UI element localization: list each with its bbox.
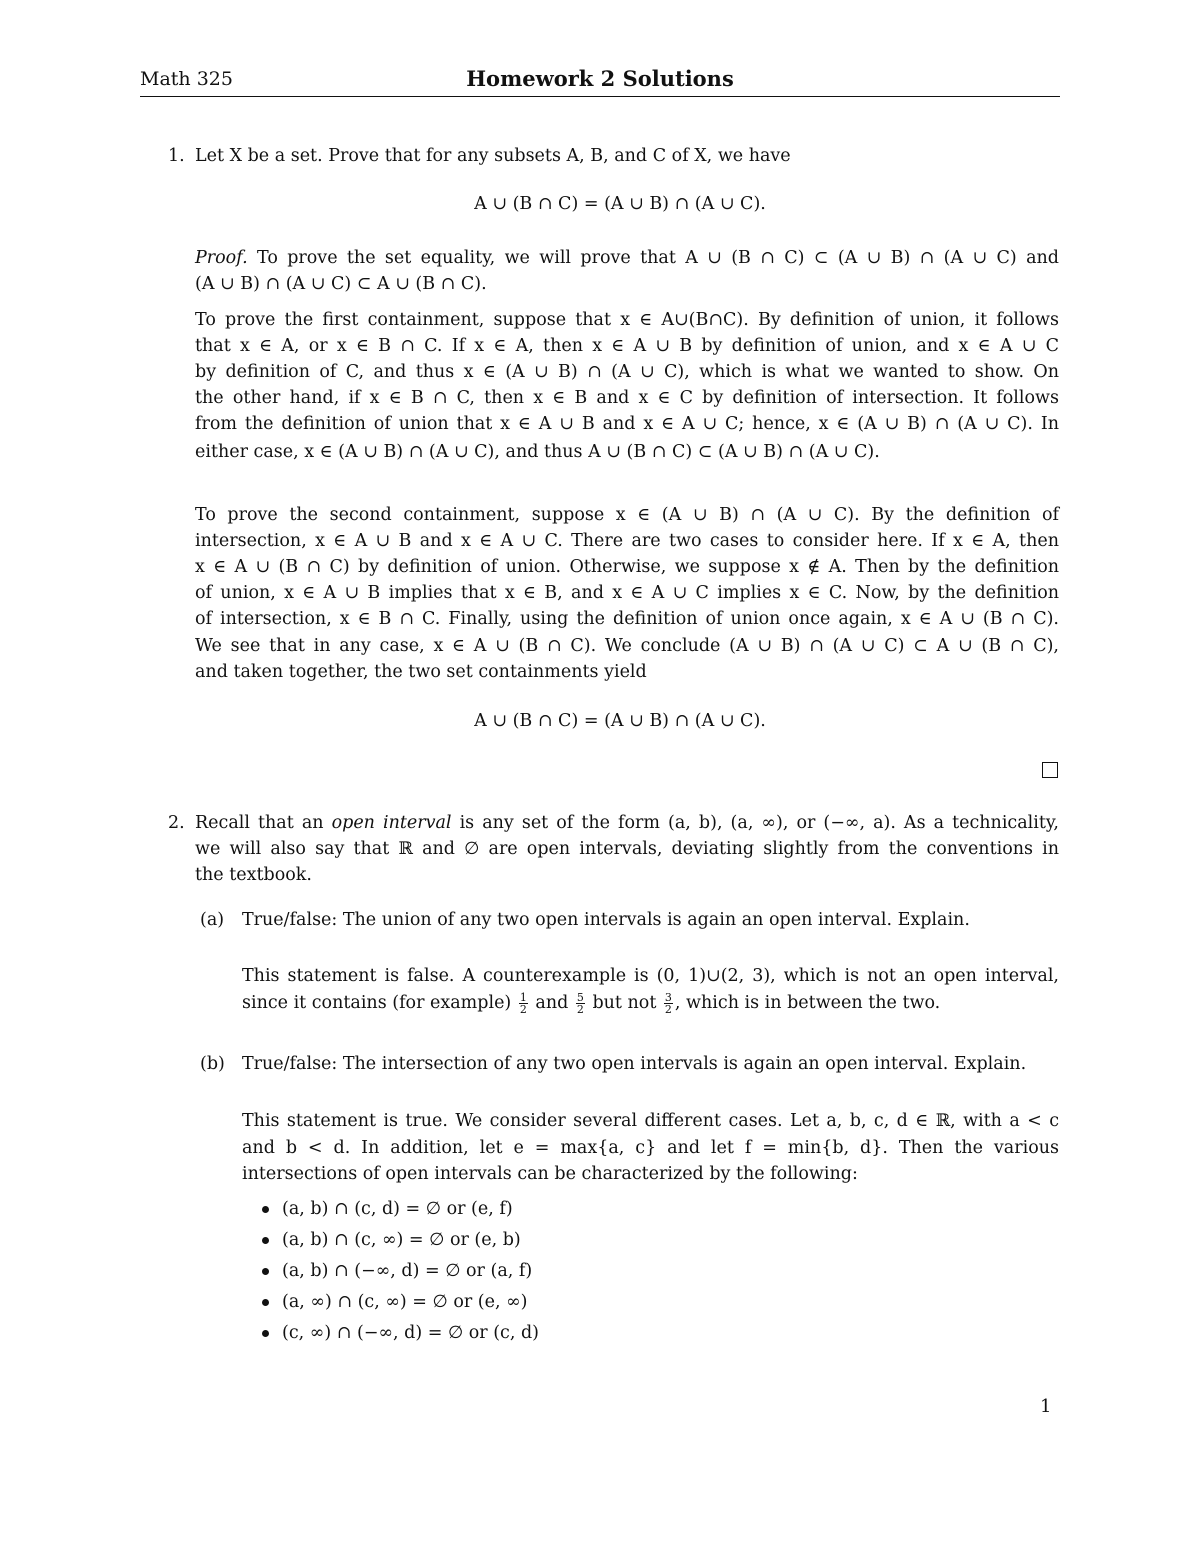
part-a-answer-line-2: since it contains (for example) $\frac{1}{2}$ and $\frac{5}{2}$ but not $\frac{3}{2}$ , which is in between the two. <box>242 991 941 1016</box>
problem-2-intro-line-2: we will also say that ℝ and ∅ are open intervals, deviating slightly from the conventions in <box>195 839 1059 859</box>
second-containment-line: intersection, x ∈ A ∪ B and x ∈ A ∪ C. There are two cases to consider here. If x ∈ A, then <box>195 531 1059 551</box>
part-a-answer-line-1: This statement is false. A counterexample is (0, 1)∪(2, 3), which is not an open interval, <box>242 966 1059 986</box>
fraction-one-half: $\frac{1}{2}$ <box>519 991 527 1016</box>
bullet <box>262 1206 269 1213</box>
second-containment-line: of intersection, x ∈ B ∩ C. Finally, using the definition of union once again, x ∈ A ∪ (B ∩ C). <box>195 609 1059 629</box>
bullet <box>262 1330 269 1337</box>
document-title: Homework 2 Solutions <box>466 66 734 91</box>
part-a-question: True/false: The union of any two open intervals is again an open interval. Explain. <box>242 910 970 930</box>
second-containment-line: and taken together, the two set containments yield <box>195 662 647 682</box>
problem-1-number: 1. <box>168 146 185 166</box>
case-item: (a, ∞) ∩ (c, ∞) = ∅ or (e, ∞) <box>282 1292 528 1312</box>
second-containment-line: To prove the second containment, suppose x ∈ (A ∪ B) ∩ (A ∪ C). By the definition of <box>195 505 1059 525</box>
part-b-question: True/false: The intersection of any two open intervals is again an open interval. Explain. <box>242 1054 1027 1074</box>
proof-label: Proof. <box>195 248 248 268</box>
first-containment-line: that x ∈ A, or x ∈ B ∩ C. If x ∈ A, then x ∈ A ∪ B by definition of union, and x ∈ A ∪ C <box>195 336 1059 356</box>
page-number: 1 <box>1040 1396 1052 1417</box>
bullet <box>262 1268 269 1275</box>
bullet <box>262 1299 269 1306</box>
first-containment-line: To prove the first containment, suppose that x ∈ A∪(B∩C). By definition of union, it follows <box>195 310 1059 330</box>
open-interval-term: open interval <box>331 813 452 833</box>
bullet <box>262 1237 269 1244</box>
final-equation: A ∪ (B ∩ C) = (A ∪ B) ∩ (A ∪ C). <box>474 711 766 731</box>
first-containment-line: the other hand, if x ∈ B ∩ C, then x ∈ B and x ∈ C by definition of intersection. It follows <box>195 388 1059 408</box>
first-containment-line: by definition of C, and thus x ∈ (A ∪ B) ∩ (A ∪ C), which is what we wanted to show. On <box>195 362 1059 382</box>
case-item: (a, b) ∩ (−∞, d) = ∅ or (a, f) <box>282 1261 533 1281</box>
part-b-answer-line: intersections of open intervals can be characterized by the following: <box>242 1164 858 1184</box>
fraction-three-halves: $\frac{3}{2}$ <box>664 991 672 1016</box>
qed-box <box>1042 762 1058 778</box>
case-item: (a, b) ∩ (c, d) = ∅ or (e, f) <box>282 1199 513 1219</box>
part-a-label: (a) <box>200 910 225 930</box>
part-b-answer-line: and b < d. In addition, let e = max{a, c} and let f = min{b, d}. Then the various <box>242 1138 1059 1158</box>
problem-1-equation: A ∪ (B ∩ C) = (A ∪ B) ∩ (A ∪ C). <box>474 194 766 214</box>
proof-intro-line-1: Proof. To prove the set equality, we will prove that A ∪ (B ∩ C) ⊂ (A ∪ B) ∩ (A ∪ C) and <box>195 248 1059 268</box>
part-b-label: (b) <box>200 1054 225 1074</box>
course-name: Math 325 <box>140 68 233 90</box>
problem-2-intro-line-1: Recall that an open interval is any set of the form (a, b), (a, ∞), or (−∞, a). As a technicality, <box>195 813 1059 833</box>
first-containment-line: either case, x ∈ (A ∪ B) ∩ (A ∪ C), and thus A ∪ (B ∩ C) ⊂ (A ∪ B) ∩ (A ∪ C). <box>195 442 880 462</box>
second-containment-line: x ∈ A ∪ (B ∩ C) by definition of union. Otherwise, we suppose x ∉ A. Then by the definition <box>195 557 1059 577</box>
second-containment-line: of union, x ∈ A ∪ B implies that x ∈ B, and x ∈ A ∪ C implies x ∈ C. Now, by the definition <box>195 583 1059 603</box>
first-containment-line: from the definition of union that x ∈ A ∪ B and x ∈ A ∪ C; hence, x ∈ (A ∪ B) ∩ (A ∪ C). In <box>195 414 1059 434</box>
part-b-answer-line: This statement is true. We consider several different cases. Let a, b, c, d ∈ ℝ, with a < c <box>242 1111 1059 1131</box>
page-header <box>140 66 1060 97</box>
proof-intro-line-2: (A ∪ B) ∩ (A ∪ C) ⊂ A ∪ (B ∩ C). <box>195 274 487 294</box>
problem-2-number: 2. <box>168 813 185 833</box>
problem-1-statement: Let X be a set. Prove that for any subsets A, B, and C of X, we have <box>195 146 791 166</box>
case-item: (c, ∞) ∩ (−∞, d) = ∅ or (c, d) <box>282 1323 540 1343</box>
case-item: (a, b) ∩ (c, ∞) = ∅ or (e, b) <box>282 1230 521 1250</box>
problem-2-intro-line-3: the textbook. <box>195 865 312 885</box>
second-containment-line: We see that in any case, x ∈ A ∪ (B ∩ C). We conclude (A ∪ B) ∩ (A ∪ C) ⊂ A ∪ (B ∩ C), <box>195 636 1059 656</box>
fraction-five-halves: $\frac{5}{2}$ <box>576 991 584 1016</box>
